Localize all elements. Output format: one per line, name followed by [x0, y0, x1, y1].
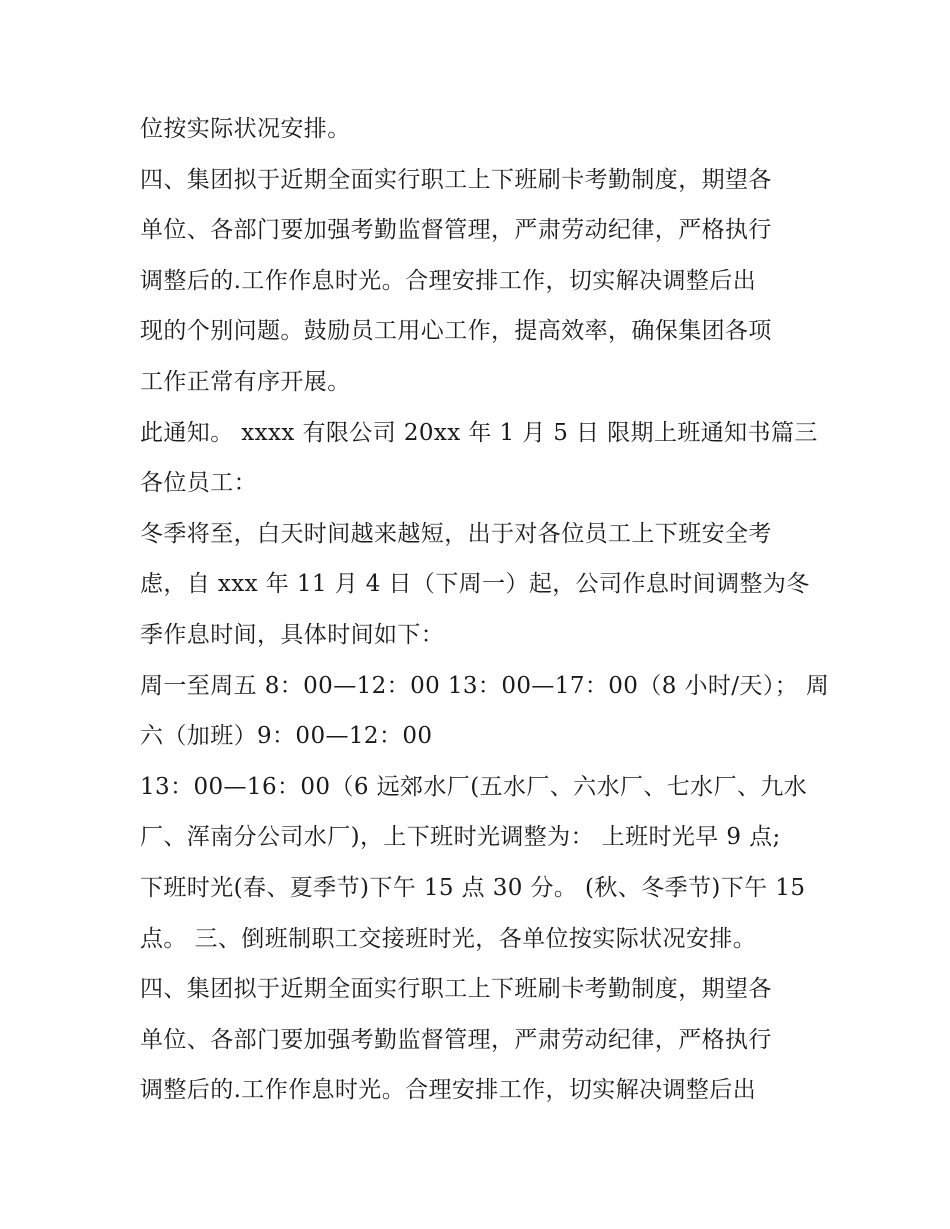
text-line: 此通知。 xxxx 有限公司 20xx 年 1 月 5 日 限期上班通知书篇三 — [140, 419, 818, 446]
text-line: 六（加班）9：00—12：00 — [140, 723, 433, 750]
text-line: 单位、各部门要加强考勤监督管理，严肃劳动纪律，严格执行 — [140, 217, 772, 244]
text-line: 季作息时间，具体时间如下： — [140, 621, 445, 648]
text-line: 点。 三、倒班制职工交接班时光，各单位按实际状况安排。 — [140, 925, 757, 952]
text-line: 各位员工： — [140, 470, 257, 497]
text-line: 四、集团拟于近期全面实行职工上下班刷卡考勤制度，期望各 — [140, 166, 772, 193]
text-line: 周一至周五 8：00—12：00 13：00—17：00（8 小时/天）； 周 — [140, 672, 830, 699]
text-line: 下班时光(春、夏季节)下午 15 点 30 分。 (秋、冬季节)下午 15 — [140, 874, 806, 901]
text-line: 调整后的.工作作息时光。合理安排工作，切实解决调整后出 — [140, 1077, 757, 1104]
document-body — [140, 104, 830, 1116]
text-line: 13：00—16：00（6 远郊水厂(五水厂、六水厂、七水厂、九水 — [140, 773, 808, 800]
text-line: 虑，自 xxx 年 11 月 4 日（下周一）起，公司作息时间调整为冬 — [140, 571, 810, 598]
text-line: 调整后的.工作作息时光。合理安排工作，切实解决调整后出 — [140, 267, 757, 294]
text-line: 四、集团拟于近期全面实行职工上下班刷卡考勤制度，期望各 — [140, 976, 772, 1003]
text-line: 工作正常有序开展。 — [140, 368, 351, 395]
text-line: 单位、各部门要加强考勤监督管理，严肃劳动纪律，严格执行 — [140, 1026, 772, 1053]
text-line: 厂、浑南分公司水厂)，上下班时光调整为： 上班时光早 9 点; — [140, 824, 781, 851]
text-line: 冬季将至，白天时间越来越短，出于对各位员工上下班安全考 — [140, 520, 772, 547]
text-line: 位按实际状况安排。 — [140, 116, 351, 142]
text-line: 现的个别问题。鼓励员工用心工作，提高效率，确保集团各项 — [140, 318, 772, 345]
